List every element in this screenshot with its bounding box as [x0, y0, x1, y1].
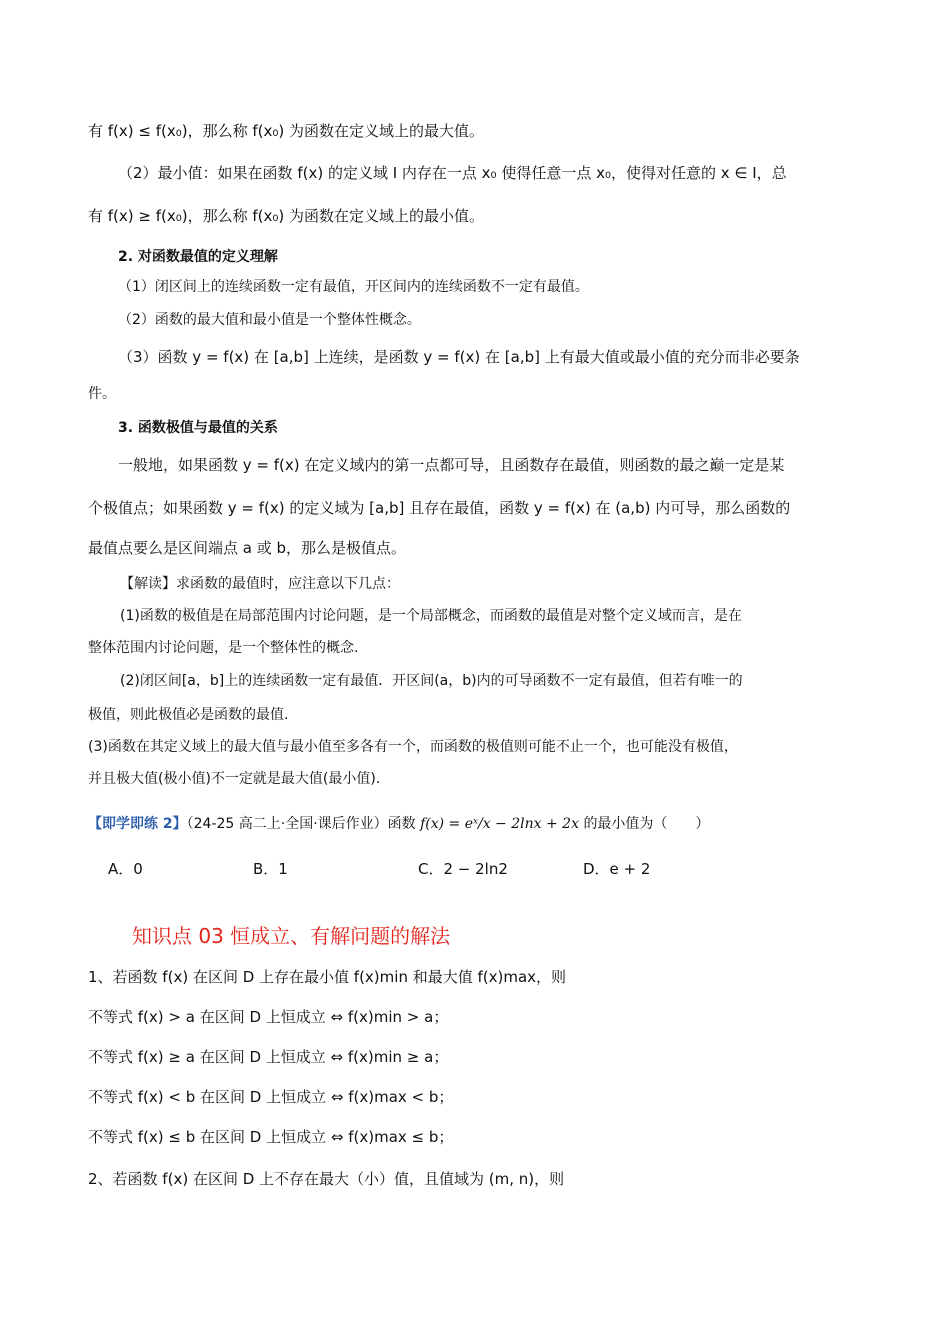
text-line: （3）函数 y = f(x) 在 [a,b] 上连续，是函数 y = f(x) 在 [a,b] 上有最大值或最小值的充分而非必要条 — [118, 348, 800, 366]
option-c: C．2 − 2ln2 — [418, 860, 508, 878]
text-line: (1)函数的极值是在局部范围内讨论问题，是一个局部概念，而函数的最值是对整个定义域而言，是在 — [120, 608, 742, 624]
section-title: 知识点 03 恒成立、有解问题的解法 — [132, 924, 451, 948]
text-line: 有 f(x) ≤ f(x₀)，那么称 f(x₀) 为函数在定义域上的最大值。 — [88, 122, 485, 140]
option-a: A．0 — [108, 860, 143, 878]
text-line: 最值点要么是区间端点 a 或 b，那么是极值点。 — [88, 539, 407, 557]
subheading: 2. 对函数最值的定义理解 — [118, 249, 278, 265]
exercise-tag: 【即学即练 2】 — [88, 816, 187, 832]
text-line: 件。 — [88, 386, 116, 402]
exercise-expression: f(x) = eˣ/x − 2lnx + 2x — [420, 816, 579, 832]
text-line: (2)闭区间[a，b]上的连续函数一定有最值．开区间(a，b)内的可导函数不一定有最值，但若有唯一的 — [120, 673, 743, 689]
text-line: （2）函数的最大值和最小值是一个整体性概念。 — [118, 312, 421, 328]
exercise-tail: 的最小值为（ ） — [583, 816, 710, 832]
exercise-source: （24-25 高二上·全国·课后作业）函数 — [186, 816, 416, 832]
text-line: （2）最小值：如果在函数 f(x) 的定义域 I 内存在一点 x₀ 使得任意一点 x₀，使得对任意的 x ∈ I，总 — [118, 164, 787, 182]
text-line: 一般地，如果函数 y = f(x) 在定义域内的第一点都可导，且函数存在最值，则函数的最之巅一定是某 — [118, 456, 785, 474]
text-line: 个极值点；如果函数 y = f(x) 的定义域为 [a,b] 且存在最值，函数 y = f(x) 在 (a,b) 内可导，那么函数的 — [88, 499, 791, 517]
text-line: 有 f(x) ≥ f(x₀)，那么称 f(x₀) 为函数在定义域上的最小值。 — [88, 207, 485, 225]
option-d: D．e + 2 — [583, 860, 651, 878]
text-line: 不等式 f(x) ≤ b 在区间 D 上恒成立 ⇔ f(x)max ≤ b； — [88, 1128, 454, 1146]
text-line: 不等式 f(x) > a 在区间 D 上恒成立 ⇔ f(x)min > a； — [88, 1008, 449, 1026]
text-line: 并且极大值(极小值)不一定就是最大值(最小值). — [88, 771, 381, 787]
text-line: 不等式 f(x) ≥ a 在区间 D 上恒成立 ⇔ f(x)min ≥ a； — [88, 1048, 449, 1066]
text-line: 【解读】求函数的最值时，应注意以下几点： — [120, 576, 400, 592]
subheading: 3. 函数极值与最值的关系 — [118, 420, 278, 436]
option-b: B．1 — [253, 860, 288, 878]
text-line: 不等式 f(x) < b 在区间 D 上恒成立 ⇔ f(x)max < b； — [88, 1088, 454, 1106]
text-line: 整体范围内讨论问题，是一个整体性的概念. — [88, 640, 359, 656]
exercise-line — [88, 813, 890, 835]
text-line: 1、若函数 f(x) 在区间 D 上存在最小值 f(x)min 和最大值 f(x)max，则 — [88, 968, 567, 986]
text-line: 2、若函数 f(x) 在区间 D 上不存在最大（小）值，且值域为 (m, n)，则 — [88, 1170, 565, 1188]
text-line: 极值，则此极值必是函数的最值. — [88, 707, 289, 723]
text-line: (3)函数在其定义域上的最大值与最小值至多各有一个，而函数的极值则可能不止一个，也可能没有极值， — [88, 739, 738, 755]
text-line: （1）闭区间上的连续函数一定有最值，开区间内的连续函数不一定有最值。 — [118, 279, 589, 295]
